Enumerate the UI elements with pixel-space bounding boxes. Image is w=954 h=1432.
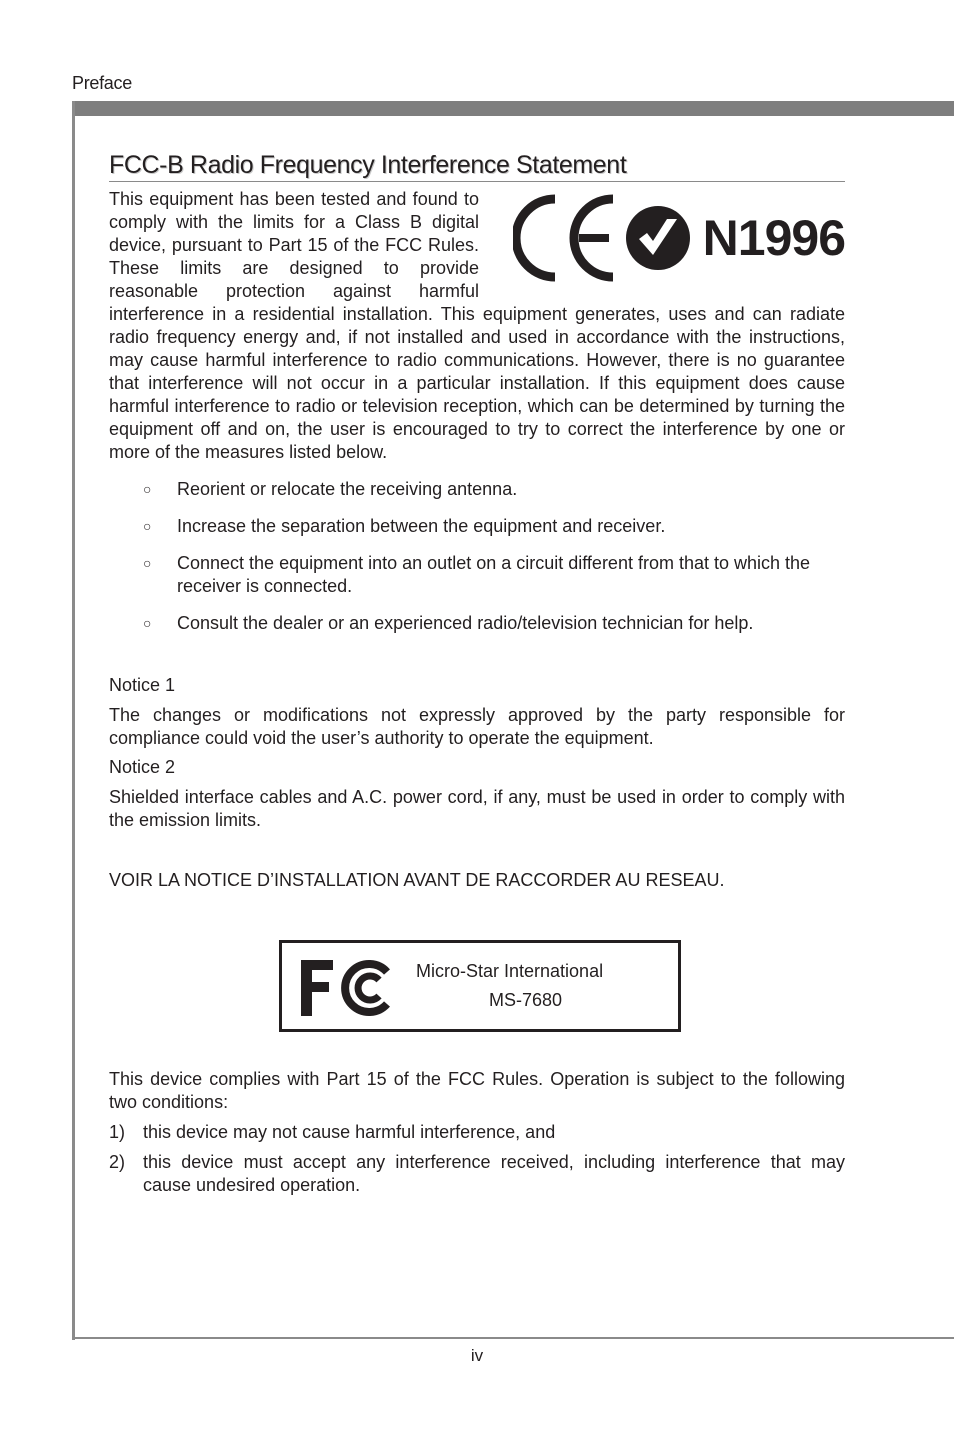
measures-list xyxy=(109,478,845,635)
page-title: FCC-B Radio Frequency Interference Statement xyxy=(109,150,845,182)
notice-1-label: Notice 1 xyxy=(109,675,176,695)
conditions-list xyxy=(109,1121,845,1197)
bullet-marker: ○ xyxy=(143,518,152,534)
bullet-marker: ○ xyxy=(143,555,152,571)
list-item-text: Consult the dealer or an experienced radio/television technician for help. xyxy=(177,613,754,633)
c-tick-mark-icon xyxy=(623,203,693,273)
notice-1-text: The changes or modifications not expressly approved by the party responsible for compliance could void the user’s authority to operate the equipment. xyxy=(109,705,845,748)
condition-number: 1) xyxy=(109,1122,126,1142)
list-item xyxy=(109,478,845,501)
list-item xyxy=(109,515,845,538)
fcc-company-name: Micro-Star International xyxy=(416,961,604,981)
list-item-text: Connect the equipment into an outlet on a circuit different from that to which the receiver is connected. xyxy=(177,553,811,596)
list-item xyxy=(109,552,845,598)
ce-mark-icon xyxy=(513,193,617,283)
certification-logos xyxy=(489,188,845,288)
header-bar xyxy=(72,101,954,116)
fcc-logo-icon xyxy=(299,958,395,1018)
list-item xyxy=(109,1121,845,1144)
list-item-text: Increase the separation between the equipment and receiver. xyxy=(177,516,666,536)
fcc-model-number: MS-7680 xyxy=(489,990,563,1010)
left-margin-rule xyxy=(72,101,75,1340)
cert-code: N1996 xyxy=(702,210,845,266)
list-item-text: Reorient or relocate the receiving antenna. xyxy=(177,479,518,499)
fcc-label-box xyxy=(279,940,681,1032)
notice-2-text: Shielded interface cables and A.C. power cord, if any, must be used in order to comply with the emission limits. xyxy=(109,787,845,830)
intro-section xyxy=(109,188,845,464)
section-header: Preface xyxy=(72,73,132,93)
condition-number: 2) xyxy=(109,1152,126,1172)
page-content xyxy=(109,150,845,1204)
intro-paragraph: This equipment has been tested and found to comply with the limits for a Class B digital device, pursuant to Part 15 of the FCC Rules. These limits are designed to provide reasonable protection against harmful interference in a residential installation. This equipment generates, uses and can radiate radio frequency energy and, if not installed and used in accordance with the instructions, may cause harmful interference to radio communications. However, there is no guarantee that interference will not occur in a particular installation. If this equipment does cause harmful interference to radio or television reception, which can be determined by turning the equipment off and on, the user is encouraged to try to correct the interference by one or more of the measures listed below. xyxy=(109,189,845,462)
footer-rule xyxy=(72,1337,954,1339)
notice-2-label: Notice 2 xyxy=(109,757,176,777)
bullet-marker: ○ xyxy=(143,481,152,497)
condition-text: this device may not cause harmful interference, and xyxy=(143,1122,556,1142)
compliance-text: This device complies with Part 15 of the FCC Rules. Operation is subject to the following two conditions: xyxy=(109,1069,845,1112)
condition-text: this device must accept any interference received, including interference that may cause undesired operation. xyxy=(143,1152,845,1195)
bullet-marker: ○ xyxy=(143,615,152,631)
page-number: iv xyxy=(470,1346,484,1365)
french-notice: VOIR LA NOTICE D’INSTALLATION AVANT DE RACCORDER AU RESEAU. xyxy=(109,870,725,890)
list-item xyxy=(109,1151,845,1197)
list-item xyxy=(109,612,845,635)
